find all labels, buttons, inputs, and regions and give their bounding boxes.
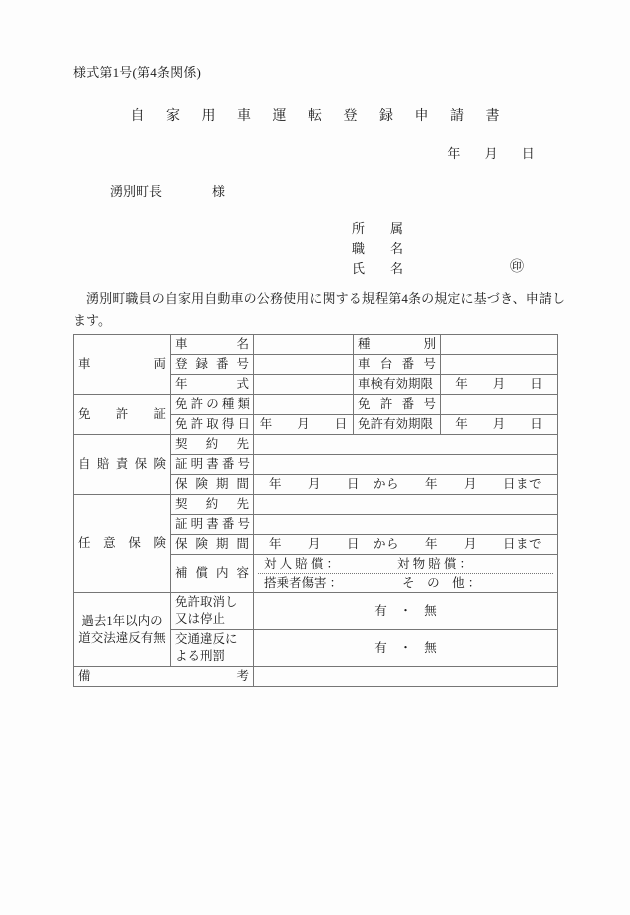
application-form-table [73,334,558,687]
property-liability-label: 対 物 賠 償 ： [397,557,473,571]
submission-date-line [0,143,630,162]
chassis-number-label: 車 台 番 号 [354,355,441,375]
remarks-value[interactable] [254,667,558,687]
table-row [74,667,558,687]
license-type-label: 免 許 の 種 類 [171,395,254,415]
voluntary-period-label: 保 険 期 間 [171,535,254,555]
license-revocation-label: 免許取消し又は停止 [171,593,254,630]
table-row [74,495,558,515]
compulsory-certificate-number-value[interactable] [254,455,558,475]
date-month-label: 月 [484,146,498,161]
vehicle-name-value[interactable] [254,335,354,355]
remarks-label: 備 考 [74,667,254,687]
vehicle-name-label: 車 名 [171,335,254,355]
violations-category-label: 過去1年以内の道交法違反有無 [74,593,171,667]
date-year-label: 年 [447,146,461,161]
seal-icon: ㊞ [510,260,524,275]
table-row [74,395,558,415]
applicant-affiliation-row [352,219,409,239]
license-issue-date-value[interactable]: 年 月 日 [254,415,354,435]
compulsory-insurance-category-label: 自 賠 責 保 険 [74,435,171,495]
vehicle-type-value[interactable] [441,335,558,355]
other-coverage-label: そ の 他 ： [402,576,481,590]
license-number-value[interactable] [441,395,558,415]
license-issue-date-label: 免 許 取 得 日 [171,415,254,435]
compulsory-certificate-number-label: 証 明 書 番 号 [171,455,254,475]
page-title: 自 家 用 車 運 転 登 録 申 請 書 [130,109,509,124]
compulsory-contractor-value[interactable] [254,435,558,455]
model-year-label: 年 式 [171,375,254,395]
license-expiry-value[interactable]: 年 月 日 [441,415,558,435]
table-row [74,335,558,355]
date-day-label: 日 [521,146,535,161]
traffic-penalty-label: 交通違反による刑罰 [171,630,254,667]
addressee-honorific: 様 [212,184,226,199]
inspection-expiry-label: 車検有効期限 [354,375,441,395]
applicant-position-label: 職 名 [352,241,410,256]
coverage-label: 補 償 内 容 [171,555,254,593]
form-number: 様式第1号(第4条関係) [73,65,202,80]
applicant-position-row [352,239,409,259]
license-number-label: 免 許 番 号 [354,395,441,415]
vehicle-category-label: 車 両 [74,335,171,395]
application-statement: 湧別町職員の自家用自動車の公務使用に関する規程第4条の規定に基づき、申請します。 [73,291,565,328]
coverage-details-cell [254,555,558,593]
registration-number-label: 登 録 番 号 [171,355,254,375]
inspection-expiry-value[interactable]: 年 月 日 [441,375,558,395]
voluntary-period-value[interactable]: 年 月 日 から 年 月 日まで [254,535,558,555]
addressee-name: 湧別町長 [110,184,163,199]
voluntary-insurance-category-label: 任 意 保 険 [74,495,171,593]
voluntary-certificate-number-value[interactable] [254,515,558,535]
coverage-other-row [258,574,553,592]
applicant-block [352,219,524,279]
license-expiry-label: 免許有効期限 [354,415,441,435]
applicant-name-row [352,259,524,279]
compulsory-period-label: 保 険 期 間 [171,475,254,495]
applicant-affiliation-label: 所 属 [352,221,410,236]
applicant-name-label: 氏 名 [352,261,410,276]
vehicle-type-label: 種 別 [354,335,441,355]
traffic-penalty-value[interactable]: 有 ・ 無 [254,630,558,667]
coverage-liability-row [258,555,553,574]
voluntary-contractor-value[interactable] [254,495,558,515]
model-year-value[interactable] [254,375,354,395]
license-category-label: 免 許 証 [74,395,171,435]
table-row [74,435,558,455]
voluntary-contractor-label: 契 約 先 [171,495,254,515]
voluntary-certificate-number-label: 証 明 書 番 号 [171,515,254,535]
compulsory-period-value[interactable]: 年 月 日 から 年 月 日まで [254,475,558,495]
compulsory-contractor-label: 契 約 先 [171,435,254,455]
passenger-injury-label: 搭乗者傷害 ： [264,576,343,590]
table-row [74,593,558,630]
chassis-number-value[interactable] [441,355,558,375]
addressee [110,181,225,200]
registration-number-value[interactable] [254,355,354,375]
license-type-value[interactable] [254,395,354,415]
personal-liability-label: 対 人 賠 償 ： [264,557,340,571]
license-revocation-value[interactable]: 有 ・ 無 [254,593,558,630]
